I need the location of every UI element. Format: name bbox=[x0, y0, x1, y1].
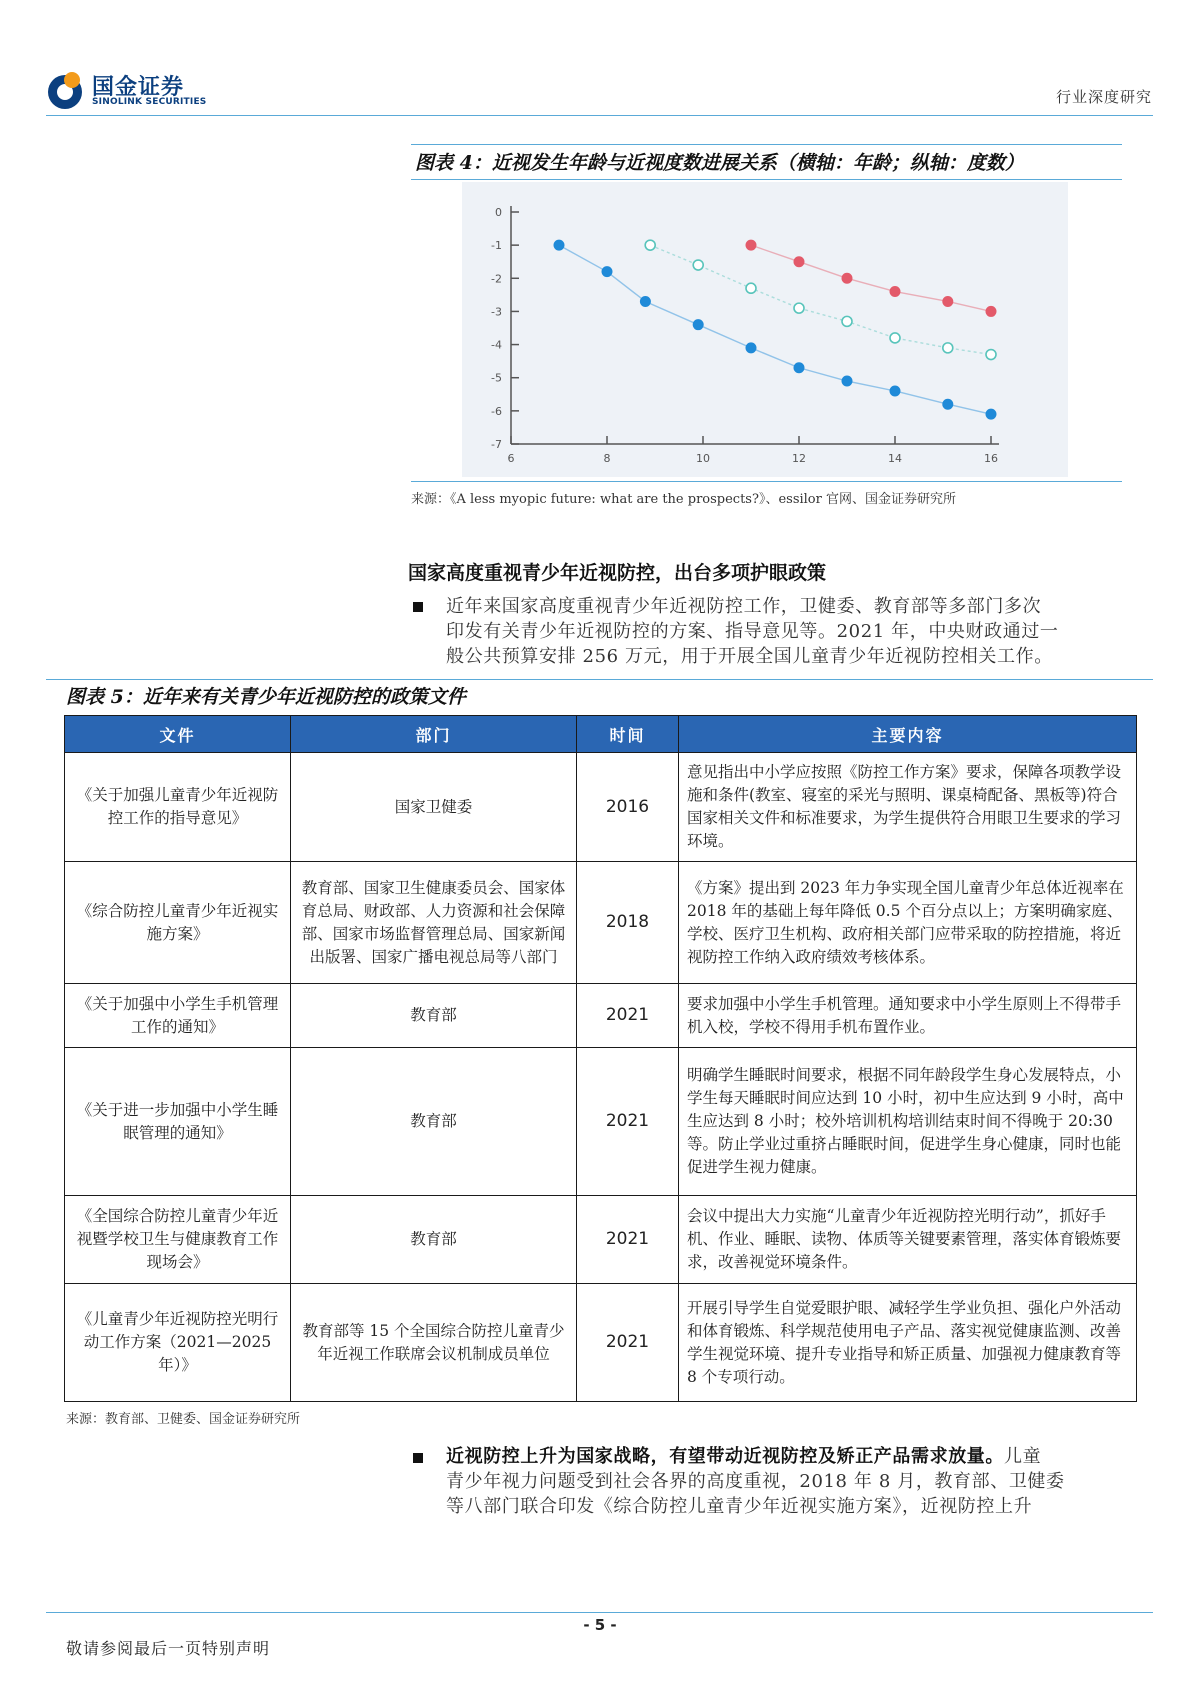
data-point bbox=[640, 296, 650, 306]
data-point bbox=[693, 260, 703, 270]
data-point bbox=[746, 240, 756, 250]
paragraph-line: 般公共预算安排 256 万元，用于开展全国儿童青少年近视防控相关工作。 bbox=[446, 646, 1053, 667]
x-tick-label: 16 bbox=[984, 452, 998, 465]
bold-lead-sentence: 近视防控上升为国家战略，有望带动近视防控及矫正产品需求放量。 bbox=[446, 1446, 1004, 1467]
myopia-progression-chart bbox=[462, 182, 1068, 477]
table-header-row bbox=[65, 716, 1137, 753]
column-header-department: 部门 bbox=[291, 716, 577, 753]
paragraph-line bbox=[446, 1444, 1146, 1469]
logo-english-name: SINOLINK SECURITIES bbox=[92, 97, 207, 107]
table-row bbox=[65, 753, 1137, 862]
series-line-1 bbox=[559, 245, 991, 414]
data-point bbox=[693, 320, 703, 330]
data-point bbox=[890, 386, 900, 396]
x-tick-label: 6 bbox=[507, 452, 515, 465]
data-point bbox=[943, 296, 953, 306]
data-point bbox=[645, 240, 655, 250]
data-point bbox=[602, 267, 612, 277]
series-line-3 bbox=[751, 245, 991, 311]
table-row bbox=[65, 1196, 1137, 1284]
header-divider bbox=[46, 115, 1153, 116]
y-tick-label: -7 bbox=[491, 438, 502, 451]
data-point bbox=[746, 283, 756, 293]
table-row bbox=[65, 984, 1137, 1048]
data-point bbox=[794, 363, 804, 373]
paragraph-line: 印发有关青少年近视防控的方案、指导意见等。2021 年，中央财政通过一 bbox=[446, 621, 1059, 642]
report-type-label: 行业深度研究 bbox=[1055, 88, 1152, 106]
figure4-source: 来源：《A less myopic future: what are the prospects?》、essilor 官网、国金证券研究所 bbox=[411, 492, 956, 507]
data-point bbox=[554, 240, 564, 250]
paragraph-line: 近年来国家高度重视青少年近视防控工作，卫健委、教育部等多部门多次 bbox=[446, 596, 1042, 617]
data-point bbox=[943, 399, 953, 409]
column-header-document: 文件 bbox=[65, 716, 291, 753]
cell-document: 《关于进一步加强中小学生睡眠管理的通知》 bbox=[65, 1048, 291, 1196]
y-tick-label: -4 bbox=[491, 338, 502, 352]
cell-year: 2021 bbox=[577, 1048, 679, 1196]
table5-source: 来源：教育部、卫健委、国金证券研究所 bbox=[66, 1412, 301, 1427]
cell-year: 2021 bbox=[577, 984, 679, 1048]
cell-department: 教育部 bbox=[291, 1196, 577, 1284]
cell-content: 《方案》提出到 2023 年力争实现全国儿童青少年总体近视率在 2018 年的基础上每年降低 0.5 个百分点以上；方案明确家庭、学校、医疗卫生机构、政府相关部门应带采取的防控措施，将近视防控工作纳入政府绩效考核体系。 bbox=[679, 862, 1137, 984]
data-point bbox=[842, 273, 852, 283]
column-header-content: 主要内容 bbox=[679, 716, 1137, 753]
data-point bbox=[943, 343, 953, 353]
cell-document: 《综合防控儿童青少年近视实施方案》 bbox=[65, 862, 291, 984]
cell-year: 2016 bbox=[577, 753, 679, 862]
table-row bbox=[65, 862, 1137, 984]
x-tick-label: 8 bbox=[603, 452, 611, 465]
paragraph-line: 青少年视力问题受到社会各界的高度重视，2018 年 8 月，教育部、卫健委 bbox=[446, 1471, 1065, 1492]
bullet-marker bbox=[413, 602, 423, 612]
x-tick-label: 14 bbox=[888, 452, 902, 465]
data-point bbox=[890, 287, 900, 297]
cell-year: 2021 bbox=[577, 1284, 679, 1402]
cell-document: 《全国综合防控儿童青少年近视暨学校卫生与健康教育工作现场会》 bbox=[65, 1196, 291, 1284]
cell-content: 明确学生睡眠时间要求，根据不同年龄段学生身心发展特点，小学生每天睡眠时间应达到 10 小时，初中生应达到 9 小时，高中生应达到 8 小时；校外培训机构培训结束时间不得晚于 20:30 等。防止学业过重挤占睡眠时间，促进学生身心健康，同时也能促进学生视力健康。 bbox=[679, 1048, 1137, 1196]
cell-document: 《关于加强儿童青少年近视防控工作的指导意见》 bbox=[65, 753, 291, 862]
cell-document: 《关于加强中小学生手机管理工作的通知》 bbox=[65, 984, 291, 1048]
bullet-paragraph-2 bbox=[446, 1444, 1146, 1519]
x-tick-label: 10 bbox=[696, 452, 710, 465]
cell-department: 教育部 bbox=[291, 1048, 577, 1196]
table5-top-divider bbox=[46, 679, 1153, 680]
y-tick-label: 0 bbox=[495, 206, 502, 219]
disclaimer-note: 敬请参阅最后一页特别声明 bbox=[66, 1639, 271, 1658]
y-tick-label: -1 bbox=[491, 239, 502, 253]
bullet-paragraph-1 bbox=[446, 594, 1146, 669]
cell-year: 2018 bbox=[577, 862, 679, 984]
footer-divider bbox=[46, 1612, 1153, 1613]
table-row bbox=[65, 1284, 1137, 1402]
figure4-bottom-divider bbox=[411, 481, 1122, 482]
bullet-marker bbox=[413, 1453, 423, 1463]
cell-content: 意见指出中小学应按照《防控工作方案》要求，保障各项教学设施和条件(教室、寝室的采光与照明、课桌椅配备、黑板等)符合国家相关文件和标准要求，为学生提供符合用眼卫生要求的学习环境。 bbox=[679, 753, 1137, 862]
cell-year: 2021 bbox=[577, 1196, 679, 1284]
data-point bbox=[746, 343, 756, 353]
cell-content: 会议中提出大力实施“儿童青少年近视防控光明行动”，抓好手机、作业、睡眠、读物、体质等关键要素管理，落实体育锻炼要求，改善视觉环境条件。 bbox=[679, 1196, 1137, 1284]
table-row bbox=[65, 1048, 1137, 1196]
figure4-title: 图表 4：近视发生年龄与近视度数进展关系（横轴：年龄；纵轴：度数） bbox=[415, 152, 1024, 174]
paragraph-line: 等八部门联合印发《综合防控儿童青少年近视实施方案》，近视防控上升 bbox=[446, 1496, 1033, 1517]
x-tick-label: 12 bbox=[792, 452, 806, 465]
section-heading: 国家高度重视青少年近视防控，出台多项护眼政策 bbox=[408, 562, 827, 584]
page-number: - 5 - bbox=[583, 1616, 617, 1634]
y-tick-label: -6 bbox=[491, 404, 502, 418]
policy-table bbox=[64, 715, 1137, 1402]
logo-chinese-name: 国金证券 bbox=[92, 75, 185, 100]
data-point bbox=[986, 350, 996, 360]
cell-document: 《儿童青少年近视防控光明行动工作方案（2021—2025 年）》 bbox=[65, 1284, 291, 1402]
sinolink-logo-icon bbox=[46, 70, 86, 110]
y-tick-label: -3 bbox=[491, 305, 502, 319]
data-point bbox=[986, 306, 996, 316]
y-tick-label: -2 bbox=[491, 272, 502, 286]
data-point bbox=[794, 303, 804, 313]
table5-title: 图表 5：近年来有关青少年近视防控的政策文件 bbox=[66, 686, 466, 708]
column-header-year: 时间 bbox=[577, 716, 679, 753]
cell-content: 要求加强中小学生手机管理。通知要求中小学生原则上不得带手机入校，学校不得用手机布置作业。 bbox=[679, 984, 1137, 1048]
cell-content: 开展引导学生自觉爱眼护眼、减轻学生学业负担、强化户外活动和体育锻炼、科学规范使用电子产品、落实视觉健康监测、改善学生视觉环境、提升专业指导和矫正质量、加强视力健康教育等 8 个专项行动。 bbox=[679, 1284, 1137, 1402]
cell-department: 教育部、国家卫生健康委员会、国家体育总局、财政部、人力资源和社会保障部、国家市场监督管理总局、国家新闻出版署、国家广播电视总局等八部门 bbox=[291, 862, 577, 984]
cell-department: 国家卫健委 bbox=[291, 753, 577, 862]
data-point bbox=[986, 409, 996, 419]
y-tick-label: -5 bbox=[491, 371, 502, 385]
paragraph-text: 儿童 bbox=[1004, 1446, 1042, 1467]
data-point bbox=[890, 333, 900, 343]
data-point bbox=[842, 316, 852, 326]
data-point bbox=[794, 257, 804, 267]
cell-department: 教育部 bbox=[291, 984, 577, 1048]
cell-department: 教育部等 15 个全国综合防控儿童青少年近视工作联席会议机制成员单位 bbox=[291, 1284, 577, 1402]
data-point bbox=[842, 376, 852, 386]
